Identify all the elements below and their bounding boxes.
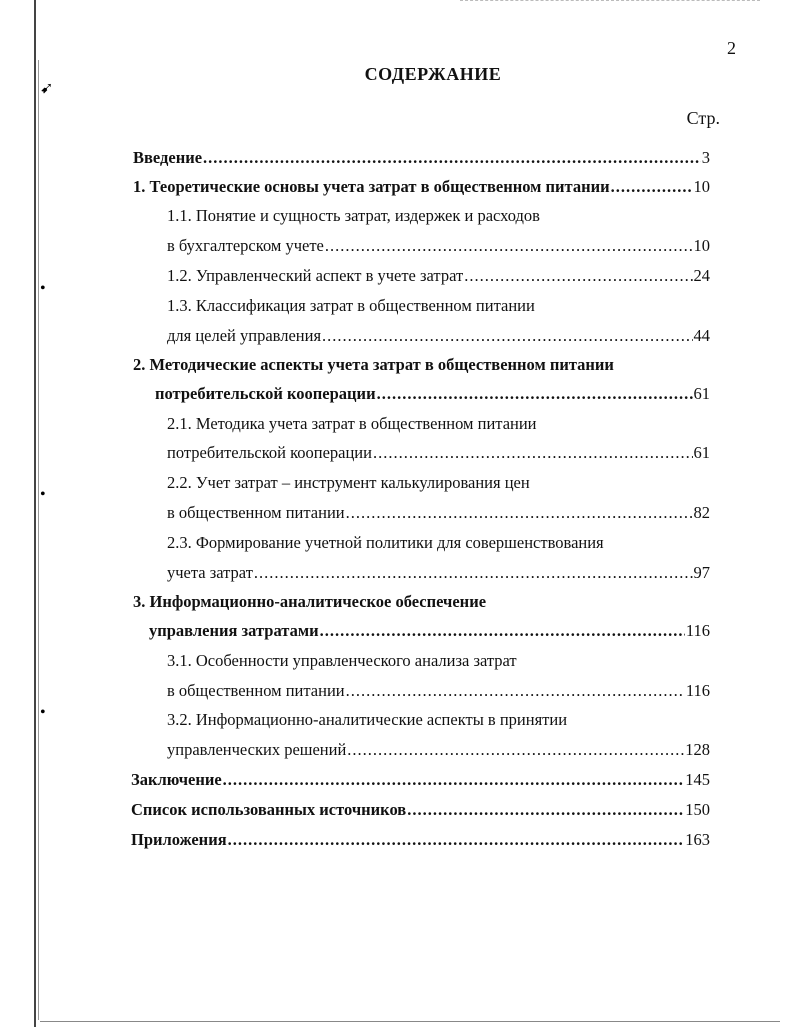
toc-entry-page: 10: [693, 236, 710, 255]
toc-entry-label: потребительской кооперации: [155, 384, 376, 403]
margin-dot-icon: •: [40, 704, 46, 721]
toc-entry-page: 3: [701, 148, 710, 167]
toc-entry-label: управленческих решений: [167, 740, 347, 759]
toc-leader-dots: [346, 501, 693, 525]
toc-leader-dots: [320, 619, 685, 643]
toc-entry: [167, 324, 710, 348]
toc-entry-page: 163: [685, 830, 710, 849]
toc-entry-page: 44: [693, 326, 710, 345]
toc-entry-label: для целей управления: [167, 326, 322, 345]
toc-entry-page: 61: [693, 443, 710, 462]
toc-entry-page: 145: [685, 770, 710, 789]
margin-dot-icon: •: [40, 280, 46, 297]
toc-entry-page: 128: [685, 740, 710, 759]
toc-leader-dots: [407, 798, 684, 822]
toc-entry-page: 10: [693, 177, 710, 196]
toc-entry-line1: 3. Информационно-аналитическое обеспечение: [133, 592, 487, 611]
page-number: 2: [727, 38, 736, 58]
toc-leader-dots: [203, 146, 701, 170]
toc-entry-line1: 2. Методические аспекты учета затрат в общественном питании: [133, 355, 614, 374]
toc-entry-label: Приложения: [131, 830, 227, 849]
toc-entry-line1: 3.1. Особенности управленческого анализа затрат: [167, 651, 517, 670]
toc-entry-line1: 3.2. Информационно-аналитические аспекты в принятии: [167, 710, 568, 729]
toc-entry-label: 1.2. Управленческий аспект в учете затрат: [167, 266, 464, 285]
toc-entry: [167, 738, 710, 762]
toc-entry: [167, 234, 710, 258]
toc-entry-line1: 2.3. Формирование учетной политики для совершенствования: [167, 533, 604, 552]
toc-entry-page: 82: [693, 503, 710, 522]
toc-entry: [133, 146, 710, 170]
page-title: СОДЕРЖАНИЕ: [364, 64, 502, 84]
toc-entry-label: управления затратами: [149, 621, 319, 640]
toc-entry: [131, 828, 710, 852]
toc-leader-dots: [346, 679, 685, 703]
toc-entry-page: 116: [685, 621, 710, 640]
toc-entry-line1: 1.3. Классификация затрат в общественном питании: [167, 296, 535, 315]
toc-entry: [167, 441, 710, 465]
toc-entry: [167, 264, 710, 288]
toc-entry-page: 24: [693, 266, 710, 285]
toc-entry-label: Заключение: [131, 770, 222, 789]
toc-leader-dots: [322, 324, 692, 348]
bottom-scan-edge: [40, 1021, 780, 1023]
margin-arrow-icon: ➹: [40, 80, 54, 97]
toc-entry-label: в бухгалтерском учете: [167, 236, 324, 255]
toc-entry-label: учета затрат: [167, 563, 253, 582]
toc-entry-line1: 2.2. Учет затрат – инструмент калькулирования цен: [167, 473, 530, 492]
toc-entry-line1: 1.1. Понятие и сущность затрат, издержек и расходов: [167, 206, 540, 225]
margin-dot-icon: •: [40, 486, 46, 503]
page-column-label: Стр.: [686, 108, 720, 128]
toc-entry-label: потребительской кооперации: [167, 443, 372, 462]
toc-leader-dots: [373, 441, 693, 465]
toc-entry-label: в общественном питании: [167, 681, 345, 700]
toc-entry: [167, 679, 710, 703]
toc-entry: [131, 768, 710, 792]
toc-leader-dots: [223, 768, 685, 792]
toc-entry: [167, 561, 710, 585]
toc-leader-dots: [325, 234, 693, 258]
binding-edge-line-secondary: [38, 60, 39, 1020]
toc-entry-label: Список использованных источников: [131, 800, 407, 819]
toc-entry: [131, 798, 710, 822]
toc-leader-dots: [254, 561, 693, 585]
toc-leader-dots: [377, 382, 693, 406]
toc-entry: [133, 175, 710, 199]
top-scan-edge: [460, 0, 760, 2]
toc-entry-label: Введение: [133, 148, 203, 167]
toc-entry-page: 116: [685, 681, 710, 700]
toc-entry: [155, 382, 710, 406]
toc-leader-dots: [228, 828, 685, 852]
toc-entry-page: 61: [693, 384, 710, 403]
toc-entry-page: 97: [693, 563, 710, 582]
toc-entry-line1: 2.1. Методика учета затрат в общественном питании: [167, 414, 537, 433]
toc-entry: [149, 619, 710, 643]
toc-entry-label: в общественном питании: [167, 503, 345, 522]
toc-entry-page: 150: [685, 800, 710, 819]
toc-leader-dots: [611, 175, 693, 199]
toc-entry-label: 1. Теоретические основы учета затрат в общественном питании: [133, 177, 610, 196]
toc-entry: [167, 501, 710, 525]
binding-edge-line: [34, 0, 36, 1027]
toc-leader-dots: [347, 738, 684, 762]
toc-leader-dots: [464, 264, 692, 288]
